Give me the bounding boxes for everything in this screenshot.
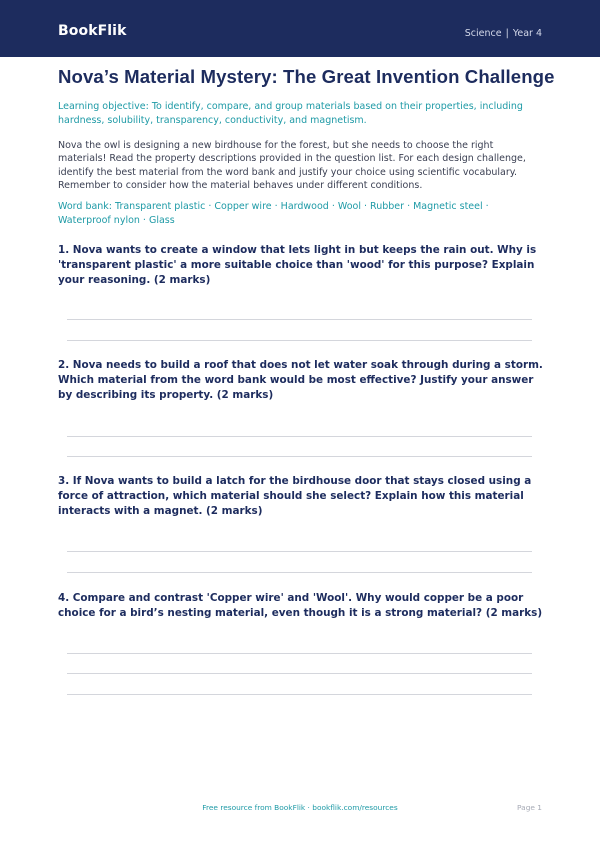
learning-objective: Learning objective: To identify, compare, and group materials based on their properties, including hardness, solubility, transparency, conductivity, and magnetism. bbox=[58, 101, 523, 126]
answer-line[interactable] bbox=[67, 673, 532, 674]
subject-label: Science bbox=[464, 28, 502, 39]
question-1: 1. Nova wants to create a window that lets light in but keeps the rain out. Why is 'transparent plastic' a more suitable choice than 'wood' for this purpose? Explain your reasoning. (2 marks) bbox=[58, 244, 537, 287]
brand-logo: BookFlik bbox=[58, 23, 127, 39]
header-bar bbox=[0, 0, 600, 57]
question-3: 3. If Nova wants to build a latch for the birdhouse door that stays closed using a force of attraction, which material should she select? Explain how this material interacts with a magnet. (2 marks) bbox=[58, 475, 532, 518]
answer-line[interactable] bbox=[67, 694, 532, 695]
answer-line[interactable] bbox=[67, 340, 532, 341]
intro-text: Nova the owl is designing a new birdhouse for the forest, but she needs to choose the right materials! Read the property descriptions provided in the question list. For each design challenge, identify the best material from the word bank and justify your choice using scientific vocabulary. Remember to consider how the material behaves under different conditions. bbox=[58, 140, 526, 192]
header-separator: | bbox=[505, 28, 509, 39]
question-4: 4. Compare and contrast 'Copper wire' and 'Wool'. Why would copper be a poor choice for a bird’s nesting material, even though it is a strong material? (2 marks) bbox=[58, 592, 543, 620]
question-2: 2. Nova needs to build a roof that does not let water soak through during a storm. Which material from the word bank would be most effective? Justify your answer by describing its property. (2 marks) bbox=[58, 359, 543, 402]
answer-line[interactable] bbox=[67, 551, 532, 552]
page-number: Page 1 bbox=[517, 803, 542, 812]
header-meta bbox=[465, 28, 542, 39]
answer-line[interactable] bbox=[67, 653, 532, 654]
answer-line[interactable] bbox=[67, 319, 532, 320]
worksheet-title: Nova’s Material Mystery: The Great Invention Challenge bbox=[58, 66, 555, 87]
word-bank: Word bank: Transparent plastic · Copper wire · Hardwood · Wool · Rubber · Magnetic steel · Waterproof nylon · Glass bbox=[58, 201, 489, 226]
answer-line[interactable] bbox=[67, 572, 532, 573]
answer-line[interactable] bbox=[67, 436, 532, 437]
year-label: Year 4 bbox=[512, 28, 542, 39]
answer-line[interactable] bbox=[67, 456, 532, 457]
footer-resource-link[interactable]: Free resource from BookFlik · bookflik.com/resources bbox=[202, 803, 398, 812]
